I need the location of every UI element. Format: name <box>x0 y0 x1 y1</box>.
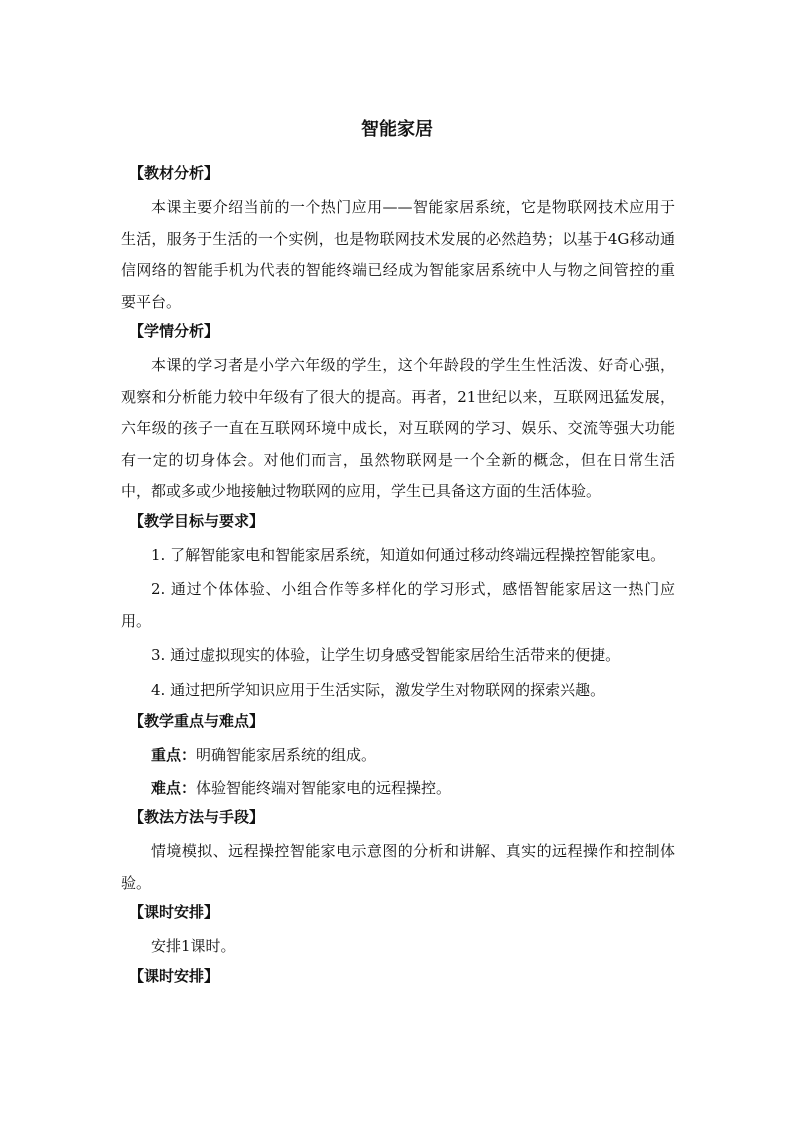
difficulty-text: 体验智能终端对智能家电的远程操控。 <box>196 778 452 797</box>
difficulty-line <box>151 773 675 805</box>
goal-item: 4. 通过把所学知识应用于生活实际，激发学生对物联网的探索兴趣。 <box>151 680 606 699</box>
section-heading: 【课时安排】 <box>129 903 220 921</box>
section-paragraph: 本课主要介绍当前的一个热门应用——智能家居系统，它是物联网技术应用于生活，服务于生活的一个实例，也是物联网技术发展的必然趋势；以基于4G移动通信网络的智能手机为代表的智能终端已经成为智能家居系统中人与物之间管控的重要平台。 <box>121 198 675 311</box>
section-heading: 【课时安排】 <box>129 966 220 985</box>
section-schedule-repeat <box>121 964 675 988</box>
section-teaching-goals <box>121 509 675 707</box>
section-heading: 【学情分析】 <box>129 322 220 340</box>
goal-item: 1. 了解智能家电和智能家居系统，知道如何通过移动终端远程操控智能家电。 <box>151 545 666 564</box>
key-point-text: 明确智能家居系统的组成。 <box>196 746 377 764</box>
section-paragraph: 本课的学习者是小学六年级的学生，这个年龄段的学生生性活泼、好奇心强，观察和分析能力较中年级有了很大的提高。再者，21世纪以来，互联网迅猛发展，六年级的孩子一直在互联网环境中成长，对互联网的学习、娱乐、交流等强大功能有一定的切身体会。对他们而言，虽然物联网是一个全新的概念，但在日常生活中，都或多或少地接触过物联网的应用，学生已具备这方面的生活体验。 <box>121 356 675 500</box>
section-paragraph: 情境模拟、远程操控智能家电示意图的分析和讲解、真实的远程操作和控制体验。 <box>121 842 675 892</box>
key-point-line <box>151 740 675 772</box>
difficulty-label: 难点： <box>151 778 197 797</box>
section-heading: 【教学目标与要求】 <box>129 511 265 530</box>
document-title: 智能家居 <box>361 119 433 140</box>
goal-item: 3. 通过虚拟现实的体验，让学生切身感受智能家居给生活带来的便捷。 <box>151 646 621 664</box>
section-material-analysis <box>121 161 675 318</box>
goal-item: 2. 通过个体体验、小组合作等多样化的学习形式，感悟智能家居这一热门应用。 <box>121 580 675 630</box>
section-schedule <box>121 900 675 963</box>
section-learner-analysis <box>121 319 675 508</box>
key-point-label: 重点： <box>151 746 197 764</box>
document-body <box>121 161 675 995</box>
section-heading: 【教学重点与难点】 <box>129 712 265 730</box>
section-key-points <box>121 709 675 804</box>
section-heading: 【教材分析】 <box>129 164 220 182</box>
schedule-text: 安排1课时。 <box>151 937 236 955</box>
section-teaching-methods <box>121 805 675 899</box>
section-heading: 【教法方法与手段】 <box>129 808 265 826</box>
